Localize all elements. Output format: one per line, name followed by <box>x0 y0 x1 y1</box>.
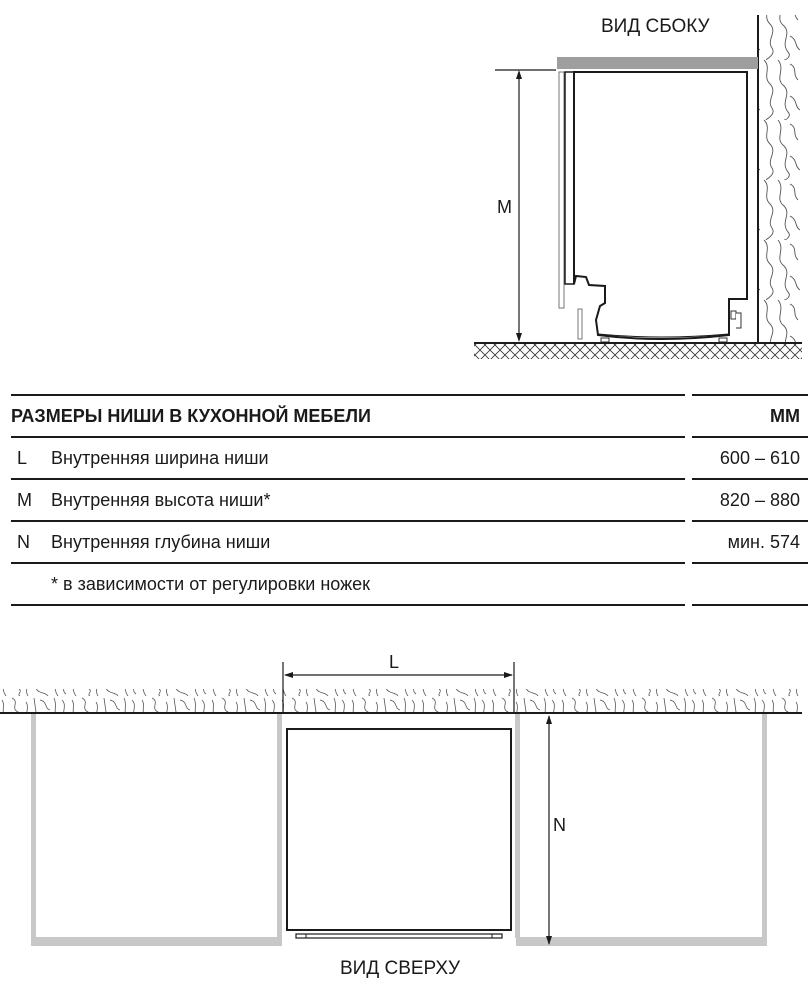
dimension-n-label: N <box>553 815 566 835</box>
appliance-body <box>574 72 747 339</box>
row-letter: M <box>17 490 32 510</box>
row-description: Внутренняя ширина ниши <box>51 448 269 468</box>
appliance-top-view <box>287 729 511 938</box>
countertop-top-view <box>0 689 802 713</box>
row-description: Внутренняя глубина ниши <box>51 532 271 552</box>
countertop <box>557 57 758 69</box>
top-view-title: ВИД СВЕРХУ <box>340 958 461 979</box>
side-view-drawing <box>0 0 808 380</box>
footnote: * в зависимости от регулировки ножек <box>51 574 370 594</box>
side-view-title: ВИД СБОКУ <box>601 16 710 37</box>
front-foot <box>601 338 609 342</box>
dimension-l-label: L <box>389 652 400 672</box>
table-title: РАЗМЕРЫ НИШИ В КУХОННОЙ МЕБЕЛИ <box>11 406 371 426</box>
row-description: Внутренняя высота ниши* <box>51 490 271 510</box>
row-rule-unit <box>692 604 808 606</box>
table-footnote-row <box>11 563 808 605</box>
wall <box>758 15 802 343</box>
left-cabinet <box>31 714 282 946</box>
hose-connector <box>731 311 741 328</box>
kickboard-clip <box>578 309 582 339</box>
dimension-n <box>546 715 552 945</box>
row-value: 820 – 880 <box>719 490 800 510</box>
door-inner <box>565 72 574 284</box>
table-unit: ММ <box>770 406 800 426</box>
table-header-row <box>11 395 808 437</box>
door-panel <box>559 72 564 308</box>
table-row <box>11 437 808 479</box>
floor <box>474 343 802 359</box>
dimension-m-label: M <box>497 197 512 217</box>
table-row <box>11 479 808 521</box>
row-value: мин. 574 <box>727 532 800 552</box>
table-row <box>11 521 808 563</box>
row-rule <box>11 604 685 606</box>
row-letter: N <box>17 532 30 552</box>
row-value: 600 – 610 <box>719 448 800 468</box>
row-letter: L <box>17 448 28 468</box>
rear-foot <box>719 338 727 342</box>
